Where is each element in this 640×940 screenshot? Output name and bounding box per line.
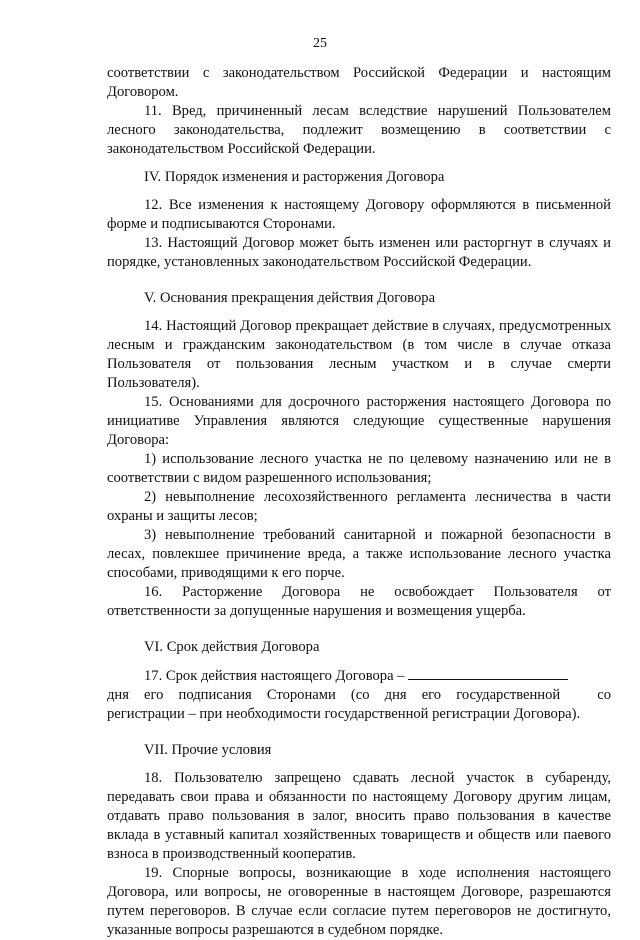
paragraph-15-item-2: 2) невыполнение лесохозяйственного регламента лесничества в части охраны и защиты лесов; — [107, 489, 611, 524]
paragraph-19: 19. Спорные вопросы, возникающие в ходе исполнения настоящего Договора, или вопросы, не оговоренные в настоящем Договоре, разрешаются путем переговоров. В случае если согласие путем переговоров не достигнуто, указанные вопросы разрешаются в судебном порядке. — [107, 865, 611, 938]
paragraph-13: 13. Настоящий Договор может быть изменен или расторгнут в случаях и порядке, установленных законодательством Российской Федерации. — [107, 235, 611, 270]
page-number: 25 — [313, 36, 327, 51]
paragraph-17-rest: дня его подписания Сторонами (со дня его государственной регистрации – при необходимости государственной регистрации Договора). — [107, 687, 581, 722]
term-blank-line — [408, 666, 568, 680]
paragraph-15-item-1: 1) использование лесного участка не по целевому назначению или не в соответствии с видом разрешенного использования; — [107, 451, 611, 486]
paragraph-17-start: 17. Срок действия настоящего Договора – — [144, 668, 405, 684]
section-heading-vi: VI. Срок действия Договора — [144, 639, 320, 655]
paragraph-12: 12. Все изменения к настоящему Договору оформляются в письменной форме и подписываются Сторонами. — [107, 197, 611, 232]
section-heading-v: V. Основания прекращения действия Договора — [144, 290, 436, 306]
paragraph-14: 14. Настоящий Договор прекращает действие в случаях, предусмотренных лесным и гражданским законодательством (в том числе в случае отказа Пользователя от пользования лесным участком и в случае смерти Пользователя). — [107, 318, 611, 391]
paragraph-11: 11. Вред, причиненный лесам вследствие нарушений Пользователем лесного законодательства, подлежит возмещению в соответствии с законодательством Российской Федерации. — [107, 103, 611, 157]
paragraph-15: 15. Основаниями для досрочного расторжения настоящего Договора по инициативе Управления являются следующие существенные нарушения Договора: — [107, 394, 611, 448]
document-body — [107, 64, 611, 940]
section-heading-vii: VII. Прочие условия — [144, 742, 272, 758]
paragraph-continuation: соответствии с законодательством Российской Федерации и настоящим Договором. — [107, 65, 611, 100]
paragraph-18: 18. Пользователю запрещено сдавать лесной участок в субаренду, передавать свои права и обязанности по настоящему Договору другим лицам, отдавать право пользования в залог, вносить право пользования в качестве вклада в уставный капитал хозяйственных товариществ и обществ или паевого взноса в производственный кооператив. — [107, 770, 611, 862]
paragraph-17 — [107, 666, 611, 703]
section-heading-iv: IV. Порядок изменения и расторжения Договора — [144, 169, 445, 185]
paragraph-16: 16. Расторжение Договора не освобождает Пользователя от ответственности за допущенные нарушения и возмещения ущерба. — [107, 584, 611, 619]
paragraph-17-so: со — [597, 687, 611, 703]
paragraph-15-item-3: 3) невыполнение требований санитарной и пожарной безопасности в лесах, повлекшее причинение вреда, а также использование лесного участка способами, приводящими к его порче. — [107, 527, 611, 581]
